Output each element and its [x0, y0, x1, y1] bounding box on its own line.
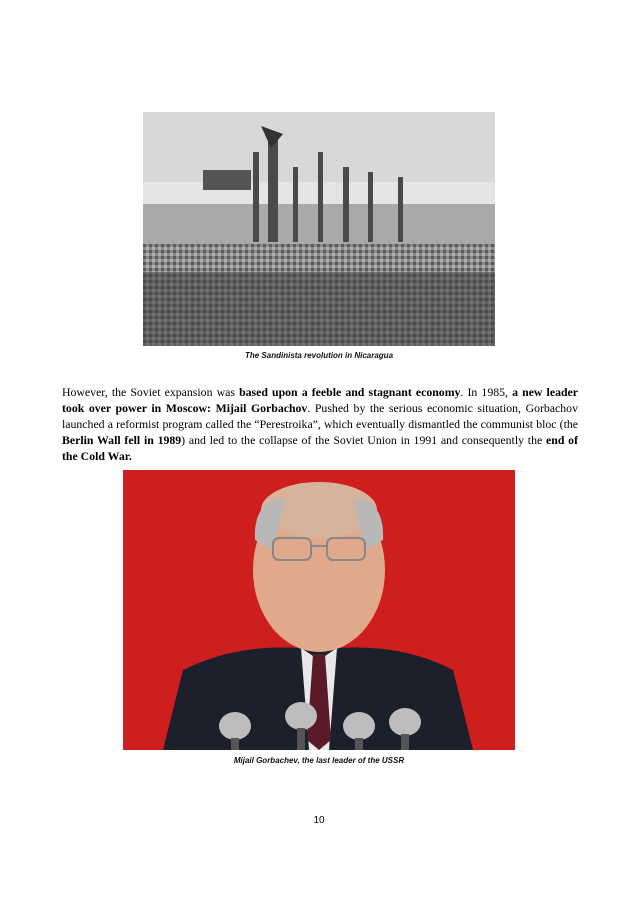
figure-caption-sandinista: The Sandinista revolution in Nicaragua [244, 351, 394, 360]
page-number: 10 [313, 815, 325, 826]
figure-caption-gorbachev: Mijail Gorbachev, the last leader of the USSR [233, 756, 405, 765]
portrait-graphic [123, 470, 515, 750]
body-paragraph: However, the Soviet expansion was based upon a feeble and stagnant economy. In 1985, a new leader took over power in Moscow: Mijail Gorbachov. Pushed by the serious economic situation, Gorbachov launched a reformist program called the “Perestroika”, which eventually dismantled the communist bloc (the Berlin Wall fell in 1989) and led to the collapse of the Soviet Union in 1991 and consequently the end of the Cold War. [62, 385, 579, 463]
crowd-photo-graphic [143, 112, 495, 346]
sandinista-revolution-photo [143, 112, 495, 346]
gorbachev-portrait-photo [123, 470, 515, 750]
